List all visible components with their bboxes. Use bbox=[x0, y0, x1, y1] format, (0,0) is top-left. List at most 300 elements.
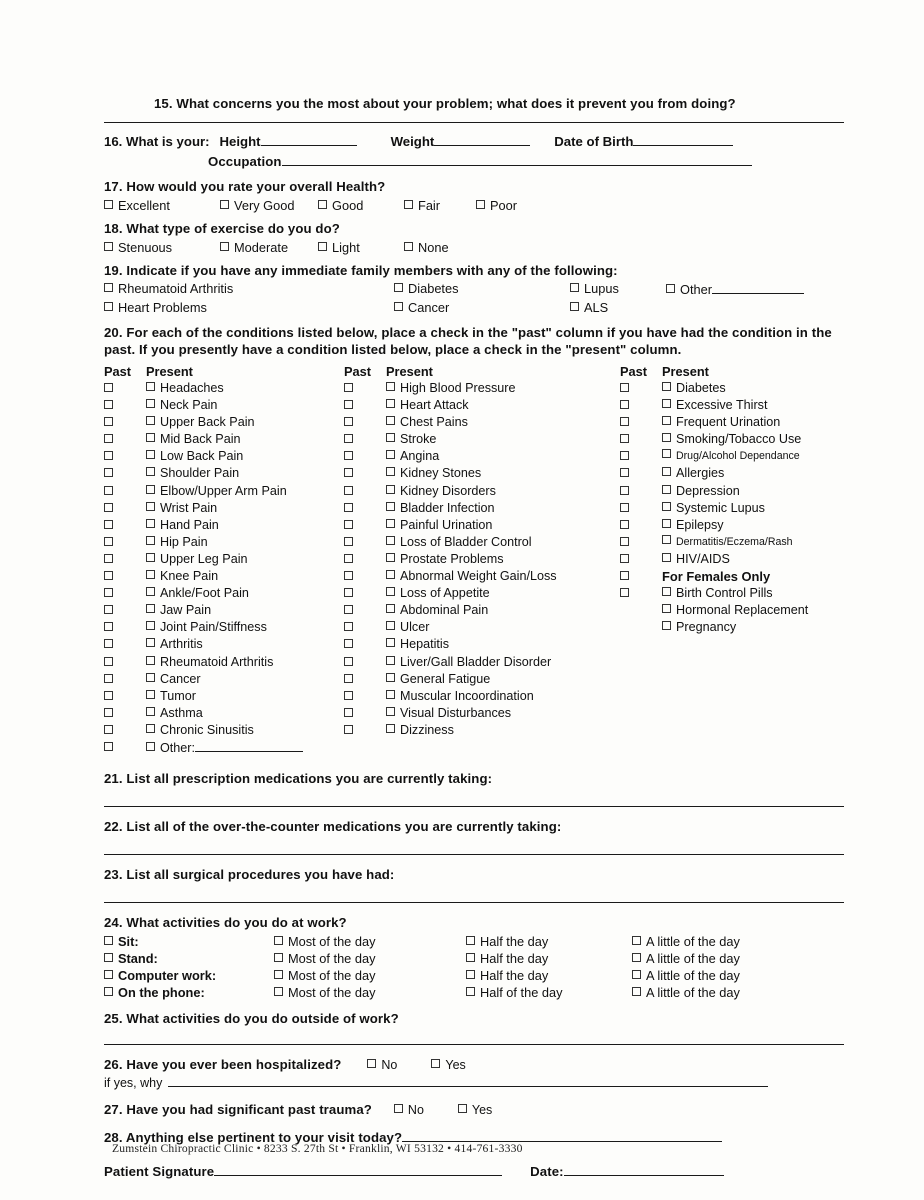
checkbox-icon[interactable] bbox=[386, 656, 395, 665]
condition-item[interactable]: Muscular Incoordination bbox=[386, 688, 620, 705]
checkbox-icon[interactable] bbox=[344, 520, 353, 529]
condition-item[interactable]: Frequent Urination bbox=[662, 414, 808, 431]
checkbox-icon[interactable] bbox=[104, 417, 113, 426]
checkbox-icon[interactable] bbox=[104, 571, 113, 580]
condition-item[interactable]: Chest Pains bbox=[386, 414, 620, 431]
condition-item[interactable]: Liver/Gall Bladder Disorder bbox=[386, 654, 620, 671]
checkbox-icon[interactable] bbox=[662, 433, 671, 442]
checkbox-icon[interactable] bbox=[386, 638, 395, 647]
checkbox-icon[interactable] bbox=[662, 587, 671, 596]
past-checkbox[interactable] bbox=[620, 483, 662, 500]
condition-item[interactable]: Stroke bbox=[386, 431, 620, 448]
checkbox-icon[interactable] bbox=[344, 554, 353, 563]
checkbox-icon[interactable] bbox=[104, 622, 113, 631]
past-checkbox[interactable] bbox=[104, 465, 146, 482]
family-rheumatoid-arthritis[interactable]: Rheumatoid Arthritis bbox=[104, 281, 394, 297]
past-checkbox[interactable] bbox=[104, 585, 146, 602]
condition-item[interactable]: Painful Urination bbox=[386, 517, 620, 534]
checkbox-icon[interactable] bbox=[662, 467, 671, 476]
checkbox-icon[interactable] bbox=[146, 433, 155, 442]
condition-item[interactable]: General Fatigue bbox=[386, 671, 620, 688]
checkbox-icon[interactable] bbox=[662, 621, 671, 630]
condition-item[interactable]: Epilepsy bbox=[662, 517, 808, 534]
checkbox-icon[interactable] bbox=[146, 536, 155, 545]
checkbox-icon[interactable] bbox=[386, 382, 395, 391]
work-option-most[interactable]: Most of the day bbox=[274, 933, 466, 950]
checkbox-icon[interactable] bbox=[146, 382, 155, 391]
checkbox-icon[interactable] bbox=[662, 399, 671, 408]
past-checkbox[interactable] bbox=[104, 688, 146, 705]
work-option-half[interactable]: Half of the day bbox=[466, 984, 632, 1001]
checkbox-icon[interactable] bbox=[386, 690, 395, 699]
checkbox-icon[interactable] bbox=[146, 604, 155, 613]
weight-field[interactable] bbox=[434, 133, 530, 146]
past-checkbox[interactable] bbox=[620, 431, 662, 448]
checkbox-icon[interactable] bbox=[386, 399, 395, 408]
checkbox-icon[interactable] bbox=[386, 519, 395, 528]
condition-item[interactable]: Pregnancy bbox=[662, 619, 808, 636]
checkbox-icon[interactable] bbox=[344, 451, 353, 460]
past-checkbox[interactable] bbox=[344, 722, 386, 739]
condition-item[interactable]: Headaches bbox=[146, 380, 344, 397]
condition-item[interactable]: Arthritis bbox=[146, 636, 344, 653]
work-option-little[interactable]: A little of the day bbox=[632, 933, 740, 950]
dob-field[interactable] bbox=[633, 133, 733, 146]
height-field[interactable] bbox=[261, 133, 357, 146]
checkbox-icon[interactable] bbox=[620, 451, 629, 460]
past-checkbox[interactable] bbox=[620, 397, 662, 414]
checkbox-icon[interactable] bbox=[104, 400, 113, 409]
past-checkbox[interactable] bbox=[620, 517, 662, 534]
checkbox-icon[interactable] bbox=[274, 970, 283, 979]
checkbox-icon[interactable] bbox=[220, 242, 229, 251]
past-checkbox[interactable] bbox=[104, 722, 146, 739]
checkbox-icon[interactable] bbox=[104, 503, 113, 512]
condition-item[interactable]: High Blood Pressure bbox=[386, 380, 620, 397]
checkbox-icon[interactable] bbox=[104, 674, 113, 683]
checkbox-icon[interactable] bbox=[394, 302, 403, 311]
checkbox-icon[interactable] bbox=[466, 970, 475, 979]
checkbox-icon[interactable] bbox=[104, 987, 113, 996]
condition-item[interactable]: Cancer bbox=[146, 671, 344, 688]
checkbox-icon[interactable] bbox=[344, 383, 353, 392]
checkbox-icon[interactable] bbox=[146, 690, 155, 699]
past-checkbox[interactable] bbox=[344, 534, 386, 551]
checkbox-icon[interactable] bbox=[104, 691, 113, 700]
condition-item[interactable]: Depression bbox=[662, 483, 808, 500]
checkbox-icon[interactable] bbox=[344, 605, 353, 614]
checkbox-icon[interactable] bbox=[146, 742, 155, 751]
checkbox-icon[interactable] bbox=[344, 691, 353, 700]
condition-item[interactable]: Upper Leg Pain bbox=[146, 551, 344, 568]
past-checkbox[interactable] bbox=[344, 448, 386, 465]
condition-item[interactable]: Dizziness bbox=[386, 722, 620, 739]
question-26-followup-field[interactable] bbox=[168, 1074, 768, 1087]
condition-item[interactable]: Smoking/Tobacco Use bbox=[662, 431, 808, 448]
option-no[interactable]: No bbox=[367, 1058, 397, 1072]
checkbox-icon[interactable] bbox=[146, 502, 155, 511]
past-checkbox[interactable] bbox=[620, 380, 662, 397]
work-option-half[interactable]: Half the day bbox=[466, 933, 632, 950]
condition-item[interactable]: Birth Control Pills bbox=[662, 585, 808, 602]
checkbox-icon[interactable] bbox=[662, 519, 671, 528]
checkbox-icon[interactable] bbox=[476, 200, 485, 209]
checkbox-icon[interactable] bbox=[466, 936, 475, 945]
past-checkbox[interactable] bbox=[620, 448, 662, 465]
checkbox-icon[interactable] bbox=[146, 656, 155, 665]
checkbox-icon[interactable] bbox=[146, 570, 155, 579]
checkbox-icon[interactable] bbox=[394, 1104, 403, 1113]
condition-item[interactable]: Kidney Disorders bbox=[386, 483, 620, 500]
past-checkbox[interactable] bbox=[344, 636, 386, 653]
checkbox-icon[interactable] bbox=[318, 242, 327, 251]
checkbox-icon[interactable] bbox=[146, 553, 155, 562]
work-option-most[interactable]: Most of the day bbox=[274, 984, 466, 1001]
condition-item[interactable]: Prostate Problems bbox=[386, 551, 620, 568]
option-excellent[interactable]: Excellent bbox=[104, 198, 220, 213]
checkbox-icon[interactable] bbox=[386, 673, 395, 682]
checkbox-icon[interactable] bbox=[466, 953, 475, 962]
checkbox-icon[interactable] bbox=[570, 302, 579, 311]
condition-item[interactable]: Neck Pain bbox=[146, 397, 344, 414]
condition-item[interactable]: Loss of Appetite bbox=[386, 585, 620, 602]
checkbox-icon[interactable] bbox=[386, 621, 395, 630]
work-option-little[interactable]: A little of the day bbox=[632, 984, 740, 1001]
checkbox-icon[interactable] bbox=[104, 554, 113, 563]
checkbox-icon[interactable] bbox=[104, 200, 113, 209]
condition-item[interactable]: Hepatitis bbox=[386, 636, 620, 653]
checkbox-icon[interactable] bbox=[620, 486, 629, 495]
condition-item[interactable]: Kidney Stones bbox=[386, 465, 620, 482]
date-field[interactable] bbox=[564, 1163, 724, 1176]
condition-item[interactable]: Knee Pain bbox=[146, 568, 344, 585]
checkbox-icon[interactable] bbox=[386, 450, 395, 459]
checkbox-icon[interactable] bbox=[386, 570, 395, 579]
checkbox-icon[interactable] bbox=[662, 535, 671, 544]
checkbox-icon[interactable] bbox=[146, 416, 155, 425]
checkbox-icon[interactable] bbox=[344, 725, 353, 734]
option-poor[interactable]: Poor bbox=[476, 198, 517, 213]
checkbox-icon[interactable] bbox=[146, 673, 155, 682]
checkbox-icon[interactable] bbox=[662, 382, 671, 391]
past-checkbox[interactable] bbox=[620, 414, 662, 431]
past-checkbox[interactable] bbox=[344, 551, 386, 568]
condition-item[interactable]: Drug/Alcohol Dependance bbox=[662, 448, 808, 465]
checkbox-icon[interactable] bbox=[344, 622, 353, 631]
condition-item[interactable]: Hip Pain bbox=[146, 534, 344, 551]
past-checkbox[interactable] bbox=[104, 534, 146, 551]
condition-item[interactable]: Jaw Pain bbox=[146, 602, 344, 619]
checkbox-icon[interactable] bbox=[104, 605, 113, 614]
condition-item[interactable]: Systemic Lupus bbox=[662, 500, 808, 517]
question-23-answer-line[interactable] bbox=[104, 902, 844, 903]
checkbox-icon[interactable] bbox=[104, 283, 113, 292]
past-checkbox[interactable] bbox=[344, 465, 386, 482]
option-none[interactable]: None bbox=[404, 240, 449, 255]
condition-item[interactable]: Ankle/Foot Pain bbox=[146, 585, 344, 602]
family-cancer[interactable]: Cancer bbox=[394, 300, 570, 315]
past-checkbox[interactable] bbox=[104, 705, 146, 722]
checkbox-icon[interactable] bbox=[386, 604, 395, 613]
checkbox-icon[interactable] bbox=[632, 987, 641, 996]
checkbox-icon[interactable] bbox=[386, 416, 395, 425]
checkbox-icon[interactable] bbox=[104, 725, 113, 734]
checkbox-icon[interactable] bbox=[146, 467, 155, 476]
past-checkbox[interactable] bbox=[104, 654, 146, 671]
checkbox-icon[interactable] bbox=[344, 503, 353, 512]
checkbox-icon[interactable] bbox=[458, 1104, 467, 1113]
checkbox-icon[interactable] bbox=[344, 434, 353, 443]
checkbox-icon[interactable] bbox=[620, 554, 629, 563]
condition-item[interactable]: Angina bbox=[386, 448, 620, 465]
past-checkbox[interactable] bbox=[620, 500, 662, 517]
past-checkbox[interactable] bbox=[104, 500, 146, 517]
condition-item[interactable]: Joint Pain/Stiffness bbox=[146, 619, 344, 636]
checkbox-icon[interactable] bbox=[404, 242, 413, 251]
checkbox-icon[interactable] bbox=[344, 657, 353, 666]
past-checkbox[interactable] bbox=[104, 414, 146, 431]
checkbox-icon[interactable] bbox=[104, 520, 113, 529]
condition-other-field[interactable] bbox=[195, 739, 303, 752]
checkbox-icon[interactable] bbox=[386, 433, 395, 442]
condition-item[interactable]: Low Back Pain bbox=[146, 448, 344, 465]
checkbox-icon[interactable] bbox=[146, 450, 155, 459]
past-checkbox[interactable] bbox=[104, 602, 146, 619]
checkbox-icon[interactable] bbox=[662, 604, 671, 613]
past-checkbox[interactable] bbox=[344, 619, 386, 636]
checkbox-icon[interactable] bbox=[344, 674, 353, 683]
checkbox-icon[interactable] bbox=[104, 486, 113, 495]
checkbox-icon[interactable] bbox=[104, 742, 113, 751]
checkbox-icon[interactable] bbox=[104, 537, 113, 546]
condition-item[interactable]: Elbow/Upper Arm Pain bbox=[146, 483, 344, 500]
condition-item[interactable]: Hand Pain bbox=[146, 517, 344, 534]
checkbox-icon[interactable] bbox=[386, 707, 395, 716]
option-moderate[interactable]: Moderate bbox=[220, 240, 318, 255]
condition-item[interactable]: Allergies bbox=[662, 465, 808, 482]
checkbox-icon[interactable] bbox=[386, 587, 395, 596]
condition-item[interactable]: Hormonal Replacement bbox=[662, 602, 808, 619]
family-diabetes[interactable]: Diabetes bbox=[394, 281, 570, 297]
past-checkbox[interactable] bbox=[344, 671, 386, 688]
past-checkbox[interactable] bbox=[104, 619, 146, 636]
checkbox-icon[interactable] bbox=[344, 571, 353, 580]
signature-field[interactable] bbox=[214, 1163, 502, 1176]
checkbox-icon[interactable] bbox=[104, 383, 113, 392]
past-checkbox[interactable] bbox=[344, 654, 386, 671]
past-checkbox[interactable] bbox=[104, 739, 146, 756]
past-checkbox[interactable] bbox=[344, 380, 386, 397]
family-heart-problems[interactable]: Heart Problems bbox=[104, 300, 394, 315]
condition-item[interactable]: Asthma bbox=[146, 705, 344, 722]
checkbox-icon[interactable] bbox=[662, 416, 671, 425]
past-checkbox[interactable] bbox=[620, 585, 662, 602]
past-checkbox[interactable] bbox=[104, 517, 146, 534]
past-checkbox[interactable] bbox=[620, 551, 662, 568]
checkbox-icon[interactable] bbox=[662, 553, 671, 562]
checkbox-icon[interactable] bbox=[146, 485, 155, 494]
family-lupus[interactable]: Lupus bbox=[570, 281, 666, 297]
checkbox-icon[interactable] bbox=[146, 587, 155, 596]
checkbox-icon[interactable] bbox=[104, 953, 113, 962]
past-checkbox[interactable] bbox=[344, 500, 386, 517]
family-other-field[interactable] bbox=[712, 281, 804, 294]
condition-item[interactable]: Abnormal Weight Gain/Loss bbox=[386, 568, 620, 585]
checkbox-icon[interactable] bbox=[344, 400, 353, 409]
question-22-answer-line[interactable] bbox=[104, 854, 844, 855]
work-option-half[interactable]: Half the day bbox=[466, 950, 632, 967]
question-15-answer-line[interactable] bbox=[104, 122, 844, 123]
checkbox-icon[interactable] bbox=[104, 302, 113, 311]
checkbox-icon[interactable] bbox=[104, 434, 113, 443]
past-checkbox[interactable] bbox=[344, 431, 386, 448]
condition-item[interactable]: Shoulder Pain bbox=[146, 465, 344, 482]
checkbox-icon[interactable] bbox=[146, 399, 155, 408]
option-stenuous[interactable]: Stenuous bbox=[104, 240, 220, 255]
checkbox-icon[interactable] bbox=[104, 970, 113, 979]
option-fair[interactable]: Fair bbox=[404, 198, 476, 213]
checkbox-icon[interactable] bbox=[274, 987, 283, 996]
condition-item[interactable]: Upper Back Pain bbox=[146, 414, 344, 431]
option-very-good[interactable]: Very Good bbox=[220, 198, 318, 213]
checkbox-icon[interactable] bbox=[344, 708, 353, 717]
checkbox-icon[interactable] bbox=[104, 639, 113, 648]
checkbox-icon[interactable] bbox=[344, 486, 353, 495]
checkbox-icon[interactable] bbox=[466, 987, 475, 996]
checkbox-icon[interactable] bbox=[344, 588, 353, 597]
checkbox-icon[interactable] bbox=[146, 638, 155, 647]
checkbox-icon[interactable] bbox=[632, 953, 641, 962]
condition-item[interactable]: HIV/AIDS bbox=[662, 551, 808, 568]
checkbox-icon[interactable] bbox=[104, 468, 113, 477]
condition-item[interactable]: Loss of Bladder Control bbox=[386, 534, 620, 551]
checkbox-icon[interactable] bbox=[394, 283, 403, 292]
occupation-field[interactable] bbox=[282, 153, 752, 166]
option-light[interactable]: Light bbox=[318, 240, 404, 255]
checkbox-icon[interactable] bbox=[620, 434, 629, 443]
checkbox-icon[interactable] bbox=[620, 417, 629, 426]
checkbox-icon[interactable] bbox=[620, 537, 629, 546]
checkbox-icon[interactable] bbox=[662, 502, 671, 511]
checkbox-icon[interactable] bbox=[662, 485, 671, 494]
checkbox-icon[interactable] bbox=[146, 519, 155, 528]
condition-item[interactable]: Tumor bbox=[146, 688, 344, 705]
condition-item[interactable]: Diabetes bbox=[662, 380, 808, 397]
checkbox-icon[interactable] bbox=[104, 708, 113, 717]
condition-item[interactable]: Chronic Sinusitis bbox=[146, 722, 344, 739]
past-checkbox[interactable] bbox=[620, 534, 662, 551]
checkbox-icon[interactable] bbox=[404, 200, 413, 209]
checkbox-icon[interactable] bbox=[367, 1059, 376, 1068]
past-checkbox[interactable] bbox=[104, 568, 146, 585]
past-checkbox[interactable] bbox=[344, 517, 386, 534]
checkbox-icon[interactable] bbox=[274, 953, 283, 962]
past-checkbox[interactable] bbox=[104, 380, 146, 397]
past-checkbox[interactable] bbox=[344, 585, 386, 602]
question-21-answer-line[interactable] bbox=[104, 806, 844, 807]
option-no[interactable]: No bbox=[394, 1103, 424, 1117]
checkbox-icon[interactable] bbox=[220, 200, 229, 209]
checkbox-icon[interactable] bbox=[620, 503, 629, 512]
checkbox-icon[interactable] bbox=[620, 468, 629, 477]
checkbox-icon[interactable] bbox=[620, 383, 629, 392]
past-checkbox[interactable] bbox=[344, 397, 386, 414]
work-option-most[interactable]: Most of the day bbox=[274, 967, 466, 984]
checkbox-icon[interactable] bbox=[632, 970, 641, 979]
option-yes[interactable]: Yes bbox=[431, 1058, 465, 1072]
past-checkbox[interactable] bbox=[104, 636, 146, 653]
past-checkbox[interactable] bbox=[344, 568, 386, 585]
condition-item[interactable]: Mid Back Pain bbox=[146, 431, 344, 448]
past-checkbox[interactable] bbox=[104, 671, 146, 688]
past-checkbox[interactable] bbox=[344, 688, 386, 705]
checkbox-icon[interactable] bbox=[386, 553, 395, 562]
past-checkbox[interactable] bbox=[344, 483, 386, 500]
past-checkbox[interactable] bbox=[344, 414, 386, 431]
option-good[interactable]: Good bbox=[318, 198, 404, 213]
checkbox-icon[interactable] bbox=[104, 451, 113, 460]
family-other[interactable]: Other bbox=[666, 281, 804, 297]
checkbox-icon[interactable] bbox=[386, 467, 395, 476]
checkbox-icon[interactable] bbox=[104, 242, 113, 251]
question-28-answer-field[interactable] bbox=[402, 1129, 722, 1142]
checkbox-icon[interactable] bbox=[104, 588, 113, 597]
checkbox-icon[interactable] bbox=[431, 1059, 440, 1068]
checkbox-icon[interactable] bbox=[620, 588, 629, 597]
condition-item[interactable]: Heart Attack bbox=[386, 397, 620, 414]
past-checkbox[interactable] bbox=[104, 551, 146, 568]
checkbox-icon[interactable] bbox=[344, 639, 353, 648]
condition-item-other[interactable]: Other: bbox=[146, 739, 344, 757]
checkbox-icon[interactable] bbox=[386, 536, 395, 545]
checkbox-icon[interactable] bbox=[386, 724, 395, 733]
condition-item[interactable]: Ulcer bbox=[386, 619, 620, 636]
checkbox-icon[interactable] bbox=[666, 284, 675, 293]
checkbox-icon[interactable] bbox=[620, 520, 629, 529]
work-option-little[interactable]: A little of the day bbox=[632, 950, 740, 967]
work-option-half[interactable]: Half the day bbox=[466, 967, 632, 984]
checkbox-icon[interactable] bbox=[274, 936, 283, 945]
checkbox-icon[interactable] bbox=[104, 936, 113, 945]
past-checkbox[interactable] bbox=[104, 448, 146, 465]
checkbox-icon[interactable] bbox=[662, 449, 671, 458]
condition-item[interactable]: Excessive Thirst bbox=[662, 397, 808, 414]
checkbox-icon[interactable] bbox=[386, 502, 395, 511]
checkbox-icon[interactable] bbox=[620, 571, 629, 580]
checkbox-icon[interactable] bbox=[386, 485, 395, 494]
work-option-little[interactable]: A little of the day bbox=[632, 967, 740, 984]
past-checkbox[interactable] bbox=[620, 568, 662, 585]
checkbox-icon[interactable] bbox=[632, 936, 641, 945]
checkbox-icon[interactable] bbox=[146, 724, 155, 733]
family-als[interactable]: ALS bbox=[570, 300, 666, 315]
checkbox-icon[interactable] bbox=[344, 537, 353, 546]
past-checkbox[interactable] bbox=[104, 397, 146, 414]
past-checkbox[interactable] bbox=[104, 483, 146, 500]
checkbox-icon[interactable] bbox=[146, 621, 155, 630]
checkbox-icon[interactable] bbox=[318, 200, 327, 209]
condition-item[interactable]: Abdominal Pain bbox=[386, 602, 620, 619]
option-yes[interactable]: Yes bbox=[458, 1103, 492, 1117]
checkbox-icon[interactable] bbox=[344, 417, 353, 426]
condition-item[interactable]: Rheumatoid Arthritis bbox=[146, 654, 344, 671]
condition-item[interactable]: Wrist Pain bbox=[146, 500, 344, 517]
question-25-answer-line[interactable] bbox=[104, 1044, 844, 1045]
past-checkbox[interactable] bbox=[344, 602, 386, 619]
past-checkbox[interactable] bbox=[104, 431, 146, 448]
past-checkbox[interactable] bbox=[344, 705, 386, 722]
condition-item[interactable]: Dermatitis/Eczema/Rash bbox=[662, 534, 808, 551]
